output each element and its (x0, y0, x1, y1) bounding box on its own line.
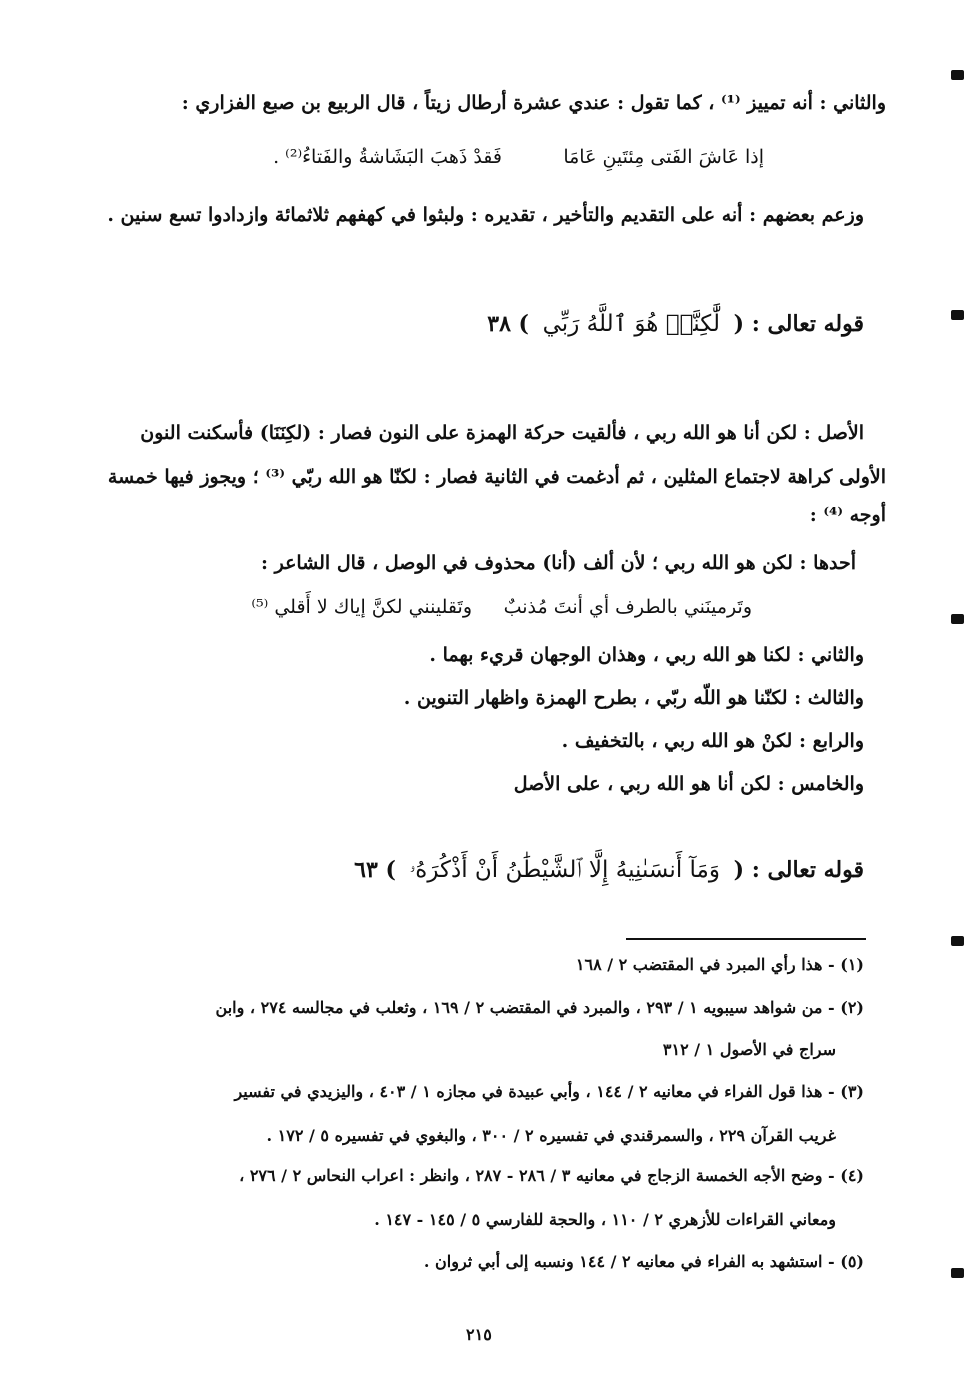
margin-mark (951, 1268, 964, 1278)
footnote-2-line-1: (٢) - من شواهد سيبويه ١ / ٢٩٣ ، والمبرد في المقتضب ٢ / ١٦٩ ، وثعلب في مجالسه ٢٧٤ ، وابن (215, 998, 864, 1017)
quran-heading-38 (487, 311, 864, 337)
footnote-separator (626, 938, 866, 940)
margin-mark (951, 614, 964, 624)
paragraph-line-3: أوجه ⁽⁴⁾ : (809, 504, 886, 526)
reading-5: والخامس : لكن أنا هو الله ربي ، على الأصل (513, 773, 864, 795)
reading-3: والثالث : لكنّنا هو اللّه ربّي ، بطرح الهمزة واظهار التنوين . (403, 687, 864, 709)
paragraph-line-1: الأصل : لكن أنا هو الله ربي ، فألقيت حركة الهمزة على النون فصار : (لكِنَنَا) فأسكنت النون (140, 422, 864, 444)
margin-mark (951, 936, 964, 946)
verse-2-first-hemistich: وتَرمينَني بالطرف أي أنتَ مُذنبٌ (503, 596, 752, 618)
intro-line-2: وزعم بعضهم : أنه على التقديم والتأخير ، تقديره : ولبثوا في كهفهم ثلاثمائة وازدادوا تسع سنين . (107, 204, 864, 226)
footnote-1: (١) - هذا رأي المبرد في المقتضب ٢ / ١٦٨ (575, 955, 864, 974)
reading-4: والرابع : لكنْ هو الله ربي ، بالتخفيف . (561, 730, 864, 752)
footnote-4-line-2: ومعاني القراءات للأزهري ٢ / ١١٠ ، والحجة للفارسي ٥ / ١٤٥ - ١٤٧ . (374, 1210, 836, 1229)
footnote-3-line-2: غريب القرآن ٢٢٩ ، والسمرقندي في تفسيره ٢ / ٣٠٠ ، والبغوي في تفسيره ٥ / ١٧٢ . (266, 1126, 836, 1145)
verse-1-first-hemistich: إذا عَاشَ الفَتى مِئتَينِ عَامَا (563, 146, 764, 168)
quran-verse-text: وَمَآ أَنسَىٰنِيهُ إِلَّا ٱلشَّيْطَٰنُ أَنْ أَذْكُرَهُۥ (409, 857, 720, 883)
footnote-3-line-1: (٣) - هذا قول الفراء في معانيه ٢ / ١٤٤ ، وأبي عبيدة في مجازه ١ / ٤٠٣ ، واليزيدي في تفسير (234, 1082, 864, 1101)
footnote-2-line-2: سراج في الأصول ١ / ٣١٢ (662, 1040, 836, 1059)
margin-mark (951, 70, 964, 80)
heading-verse-number: ) ٣٨ (487, 311, 529, 337)
reading-1: أحدها : لكن هو الله ربي ؛ لأن ألف (أنا) محذوف في الوصل ، قال الشاعر : (260, 552, 856, 574)
heading-prefix: قوله تعالى : ( (733, 311, 864, 337)
quran-verse-text: لَّٰكِنَّا۠ هُوَ ٱللَّهُ رَبِّي (542, 311, 720, 337)
heading-verse-number: ) ٦٣ (354, 857, 396, 883)
quran-heading-63 (354, 857, 864, 883)
paragraph-line-2: الأولى كراهة لاجتماع المثلين ، ثم أدغمت في الثانية فصار : لكنّا هو الله ربّي ⁽³⁾ ؛ ويجوز فيها خمسة (107, 466, 886, 488)
footnote-4-line-1: (٤) - وضح الأجه الخمسة الزجاج في معانيه ٣ / ٢٨٦ - ٢٨٧ ، وانظر : اعراب النحاس ٢ / ٢٧٦ ، (239, 1166, 864, 1185)
margin-mark (951, 310, 964, 320)
heading-prefix: قوله تعالى : ( (733, 857, 864, 883)
intro-line-1: والثاني : أنه تمييز ⁽¹⁾ ، كما تقول : عندي عشرة أرطال زيتاً ، قال الربيع بن صبع الفزاري : (181, 92, 886, 114)
page-number: ٢١٥ (466, 1325, 492, 1344)
footnote-5: (٥) - استشهد به الفراء في معانيه ٢ / ١٤٤ ونسبه إلى أبي ثروان . (423, 1252, 864, 1271)
verse-1-second-hemistich: فَقدْ ذَهبَ البَشَاشةُ والفَتاءُ⁽²⁾ . (273, 146, 502, 168)
verse-2-second-hemistich: وتَقلينني لكنَّ إياك لا أَقلي ⁽⁵⁾ (251, 596, 472, 618)
reading-2: والثاني : لكنا هو الله ربي ، وهذان الوجهان قريء بهما . (429, 644, 864, 666)
